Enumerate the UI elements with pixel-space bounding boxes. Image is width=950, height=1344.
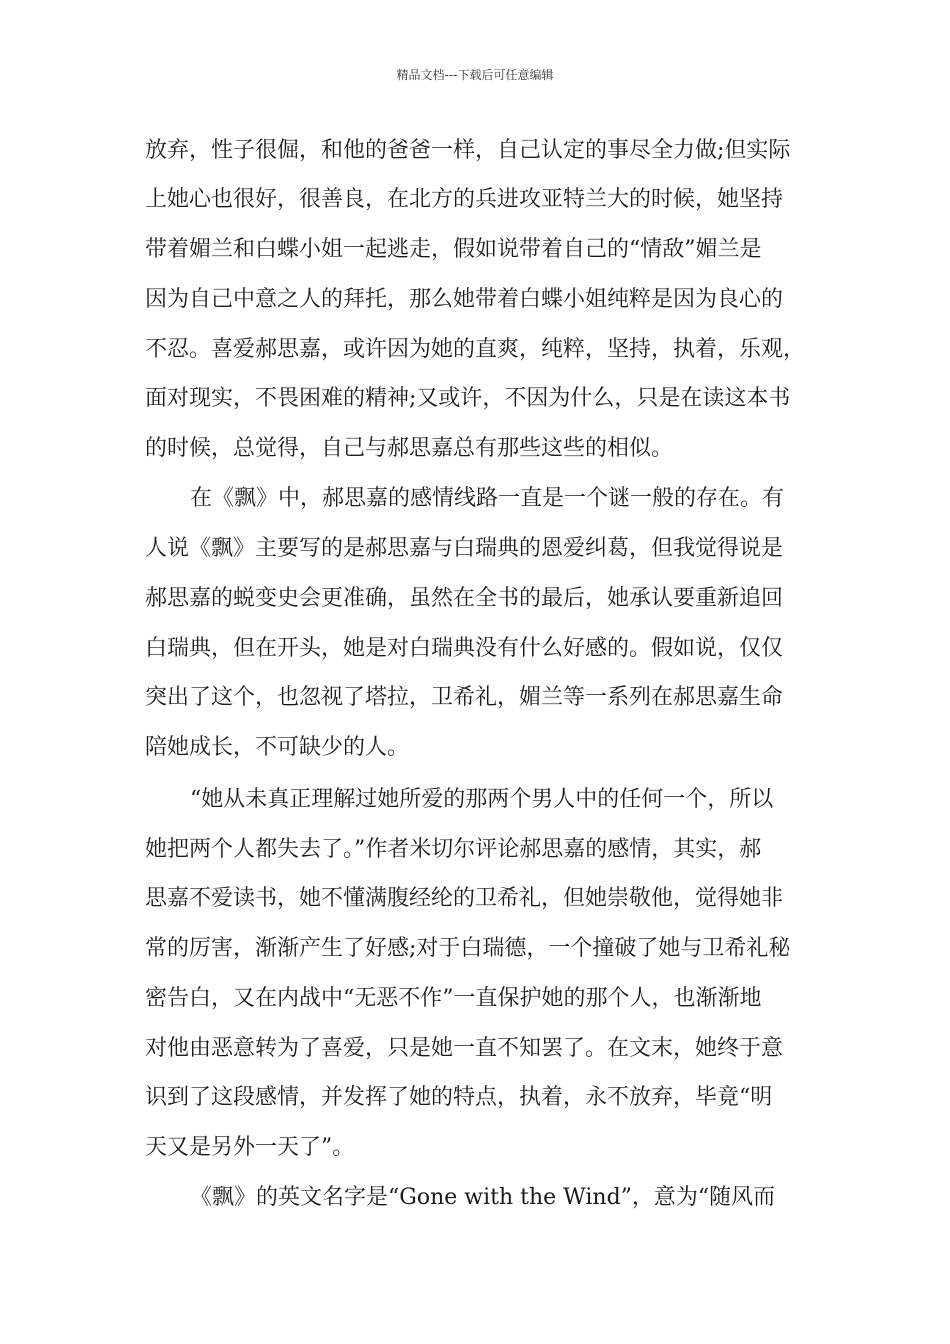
text-line: 对他由恶意转为了喜爱，只是她一直不知罢了。在文末，她终于意 [145,1036,784,1061]
paragraph-first-line: 在《飘》中，郝思嘉的感情线路一直是一个谜一般的存在。有 [190,486,785,511]
text-line: 她把两个人都失去了。”作者米切尔评论郝思嘉的感情，其实，郝 [145,837,762,862]
text-line: 人说《飘》主要写的是郝思嘉与白瑞典的恩爱纠葛，但我觉得说是 [145,536,784,561]
text-line: 常的厉害，渐渐产生了好感;对于白瑞德，一个撞破了她与卫希礼秘 [145,936,791,961]
text-line: 突出了这个，也忽视了塔拉，卫希礼，媚兰等一系列在郝思嘉生命 [145,685,784,710]
text-line: 带着媚兰和白蝶小姐一起逃走，假如说带着自己的“情敌”媚兰是 [145,237,762,262]
paragraph-first-line: 《飘》的英文名字是“Gone with the Wind”，意为“随风而 [190,1185,776,1210]
text-line: 白瑞典，但在开头，她是对白瑞典没有什么好感的。假如说，仅仅 [145,636,784,661]
text-line: 面对现实，不畏困难的精神;又或许，不因为什么，只是在读这本书 [145,386,791,411]
text-line: 天又是另外一天了”。 [145,1135,355,1160]
page-header: 精品文档---下载后可任意编辑 [396,68,554,82]
text-line: 的时候，总觉得，自己与郝思嘉总有那些这些的相似。 [145,436,674,461]
paragraph-first-line: “她从未真正理解过她所爱的那两个男人中的任何一个，所以 [190,787,774,812]
text-line: 因为自己中意之人的拜托，那么她带着白蝶小姐纯粹是因为良心的 [145,287,784,312]
text-line: 思嘉不爱读书，她不懂满腹经纶的卫希礼，但她崇敬他，觉得她非 [145,886,784,911]
text-line: 郝思嘉的蜕变史会更准确，虽然在全书的最后，她承认要重新追回 [145,586,784,611]
text-line: 陪她成长，不可缺少的人。 [145,735,410,760]
text-line: 上她心也很好，很善良，在北方的兵进攻亚特兰大的时候，她坚持 [145,187,784,212]
text-line: 不忍。喜爱郝思嘉，或许因为她的直爽，纯粹，坚持，执着，乐观， [145,337,806,362]
text-line: 识到了这段感情，并发挥了她的特点，执着，永不放弃，毕竟“明 [145,1085,773,1110]
text-line: 放弃，性子很倔，和他的爸爸一样，自己认定的事尽全力做;但实际 [145,138,791,163]
text-line: 密告白，又在内战中“无恶不作”一直保护她的那个人，也渐渐地 [145,986,762,1011]
